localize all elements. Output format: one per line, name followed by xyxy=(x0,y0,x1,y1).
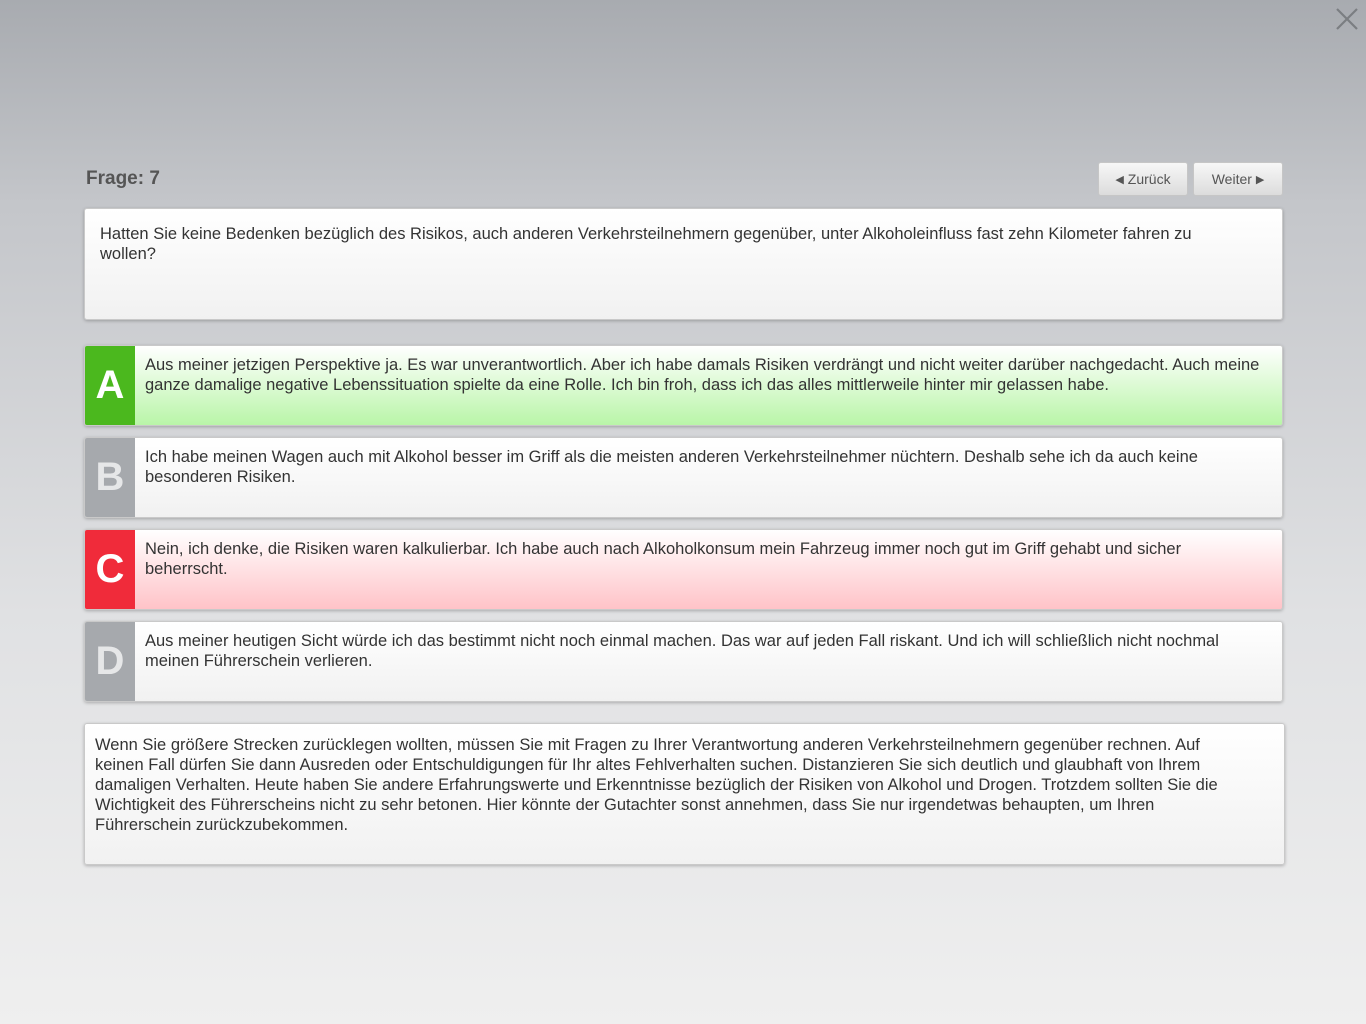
back-button[interactable] xyxy=(1098,162,1188,196)
answer-text: Aus meiner jetzigen Perspektive ja. Es war unverantwortlich. Aber ich habe damals Risiken verdrängt und nicht weiter darüber nachgedacht. Auch meine ganze damalige negative Lebenssituation spielte da eine Rolle. Ich bin froh, dass ich das alles mittlerweile hinter mir gelassen habe. xyxy=(145,356,1260,394)
question-navigation xyxy=(1098,162,1283,196)
answer-letter: D xyxy=(85,622,135,701)
close-button[interactable] xyxy=(1334,6,1360,32)
answer-text: Ich habe meinen Wagen auch mit Alkohol besser im Griff als die meisten anderen Verkehrsteilnehmer nüchtern. Deshalb sehe ich da auch keine besonderen Risiken. xyxy=(145,448,1198,486)
answer-letter: A xyxy=(85,346,135,425)
left-arrow-icon: ◀ xyxy=(1115,173,1124,186)
answer-option-b[interactable] xyxy=(84,437,1283,518)
answer-text: Nein, ich denke, die Risiken waren kalkulierbar. Ich habe auch nach Alkoholkonsum mein Fahrzeug immer noch gut im Griff gehabt und sicher beherrscht. xyxy=(145,540,1182,578)
next-button[interactable] xyxy=(1193,162,1283,196)
right-arrow-icon: ▶ xyxy=(1255,173,1265,186)
next-button-label: Weiter xyxy=(1211,171,1252,187)
answer-text: Aus meiner heutigen Sicht würde ich das bestimmt nicht noch einmal machen. Das war auf jeden Fall riskant. Und ich will schließlich nicht nochmal meinen Führerschein verlieren. xyxy=(145,632,1219,670)
question-text: Hatten Sie keine Bedenken bezüglich des Risikos, auch anderen Verkehrsteilnehmern gegenüber, unter Alkoholeinfluss fast zehn Kilometer fahren zu wollen? xyxy=(84,208,1283,320)
answer-letter: C xyxy=(85,530,135,609)
explanation-box: Wenn Sie größere Strecken zurücklegen wollten, müssen Sie mit Fragen zu Ihrer Verantwortung anderen Verkehrsteilnehmern gegenüber rechnen. Auf keinen Fall dürfen Sie dann Ausreden oder Entschuldigungen für Ihr altes Fehlverhalten suchen. Distanzieren Sie sich deutlich und glaubhaft von Ihrem damaligen Verhalten. Heute haben Sie andere Erfahrungswerte und Erkenntnisse bezüglich der Risiken von Alkohol und Drogen. Trotzdem sollten Sie die Wichtigkeit des Führerscheins nicht zu sehr betonen. Hier könnte der Gutachter sonst annehmen, dass Sie nur irgendetwas behaupten, um Ihren Führerschein zurückzubekommen. xyxy=(84,723,1285,865)
answer-letter: B xyxy=(85,438,135,517)
answer-option-d[interactable] xyxy=(84,621,1283,702)
answer-option-a[interactable] xyxy=(84,345,1283,426)
question-number: Frage: 7 xyxy=(86,168,160,189)
back-button-label: Zurück xyxy=(1127,171,1171,187)
answer-option-c[interactable] xyxy=(84,529,1283,610)
close-icon xyxy=(1334,6,1360,32)
